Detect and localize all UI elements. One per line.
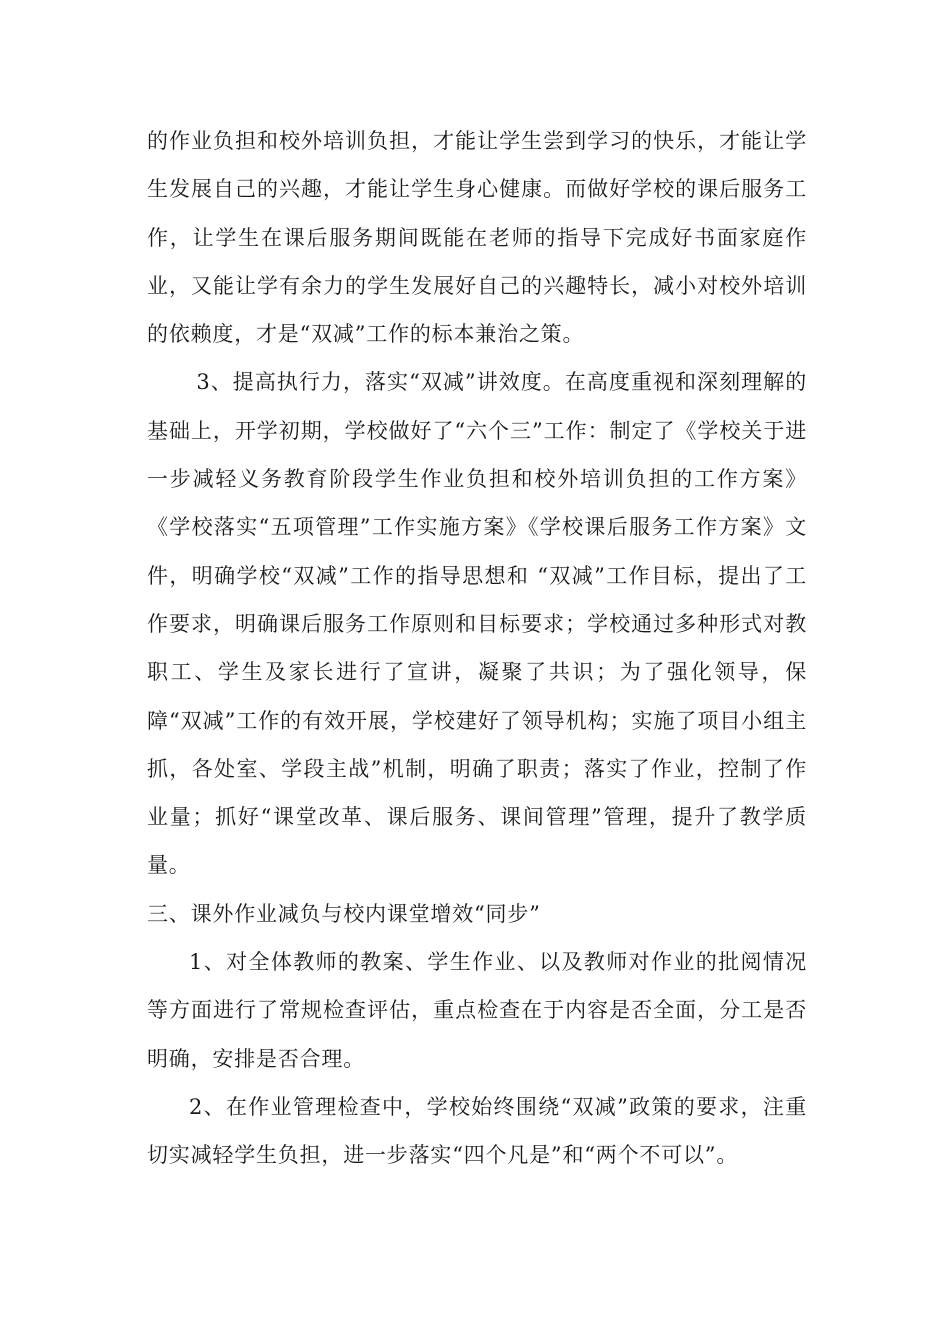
paragraph-continuation: 的作业负担和校外培训负担，才能让学生尝到学习的快乐，才能让学生发展自己的兴趣，才能让学生身心健康。而做好学校的课后服务工作，让学生在课后服务期间既能在老师的指导下完成好书面家庭作业，又能让学有余力的学生发展好自己的兴趣特长，减小对校外培训的依赖度，才是“双减”工作的标本兼治之策。 <box>147 129 807 347</box>
document-body <box>147 117 807 1180</box>
paragraph-section3-item-1: 1、对全体教师的教案、学生作业、以及教师对作业的批阅情况等方面进行了常规检查评估，重点检查在于内容是否全面，分工是否明确，安排是否合理。 <box>147 950 807 1071</box>
section-heading-3: 三、课外作业减负与校内课堂增效“同步” <box>147 901 541 926</box>
paragraph-section3-item-2: 2、在作业管理检查中，学校始终围绕“双减”政策的要求，注重切实减轻学生负担，进一步落实“四个凡是”和“两个不可以”。 <box>147 1094 807 1168</box>
paragraph-item-3: 3、提高执行力，落实“双减”讲效度。在高度重视和深刻理解的基础上，开学初期，学校做好了“六个三”工作：制定了《学校关于进一步减轻义务教育阶段学生作业负担和校外培训负担的工作方案》《学校落实“五项管理”工作实施方案》《学校课后服务工作方案》文件，明确学校“双减”工作的指导思想和 “双减”工作目标，提出了工作要求，明确课后服务工作原则和目标要求；学校通过多种形式对教职工、学生及家长进行了宣讲，凝聚了共识；为了强化领导，保障“双减”工作的有效开展，学校建好了领导机构；实施了项目小组主抓，各处室、学段主战”机制，明确了职责；落实了作业，控制了作业量；抓好“课堂改革、课后服务、课间管理”管理，提升了教学质量。 <box>147 370 807 878</box>
